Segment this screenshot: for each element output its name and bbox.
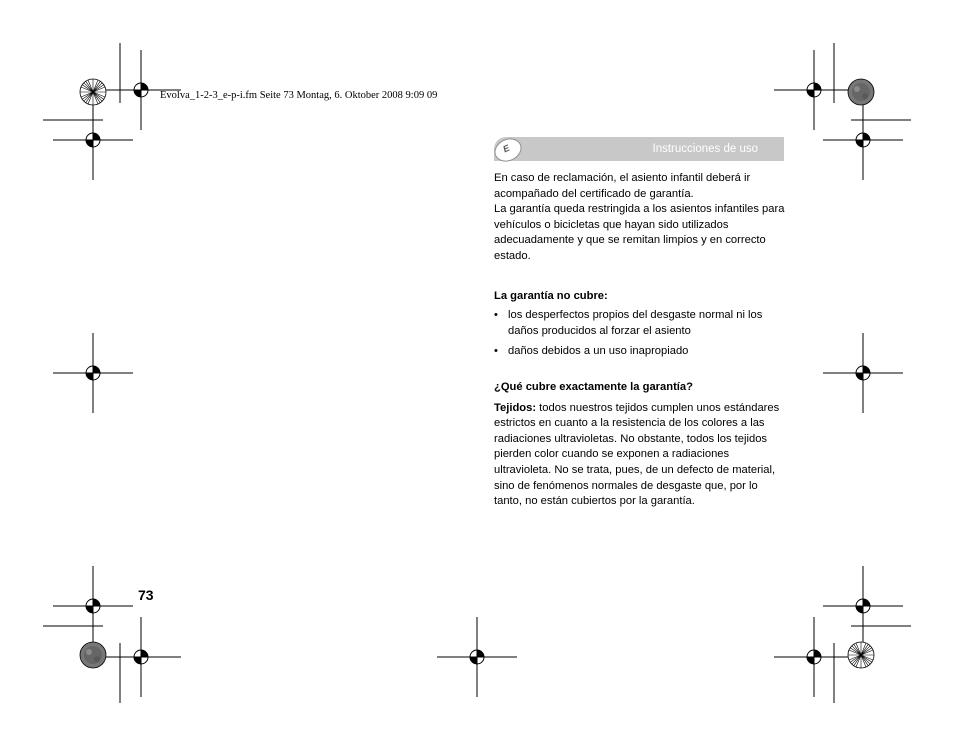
intro-paragraph-1: En caso de reclamación, el asiento infantil deberá ir acompañado del certificado de garantía.	[494, 172, 751, 200]
list-item: • daños debidos a un uso inapropiado	[494, 344, 786, 360]
print-slug: Evolva_1-2-3_e-p-i.fm Seite 73 Montag, 6. Oktober 2008 9:09 09	[160, 90, 438, 101]
not-covered-heading: La garantía no cubre:	[494, 289, 608, 302]
page-number: 73	[138, 587, 154, 603]
not-covered-list	[494, 308, 786, 360]
warranty-text	[494, 171, 786, 510]
section-title: Instrucciones de uso	[652, 143, 758, 155]
fabrics-label: Tejidos:	[494, 401, 537, 414]
section-bar	[494, 137, 784, 161]
intro-paragraph-2: La garantía queda restringida a los asientos infantiles para vehículos o bicicletas que hayan sido utilizados adecuadamente y que se remitan limpios y en correcto estado.	[494, 203, 785, 262]
covered-heading: ¿Qué cubre exactamente la garantía?	[494, 380, 693, 393]
fabrics-text: todos nuestros tejidos cumplen unos estándares estrictos en cuanto a la resistencia de los colores a las radiaciones ultravioletas. No obstante, todos los tejidos pierden color cuando se exponen a radiaciones ultravioleta. No se trata, pues, de un defecto de material, sino de fenómenos normales de desgaste que, por lo tanto, no están cubiertos por la garantía.	[494, 401, 780, 508]
fabrics-paragraph	[494, 401, 786, 510]
language-code: E	[501, 142, 512, 155]
list-item: • los desperfectos propios del desgaste normal ni los daños producidos al forzar el asiento	[494, 308, 786, 339]
